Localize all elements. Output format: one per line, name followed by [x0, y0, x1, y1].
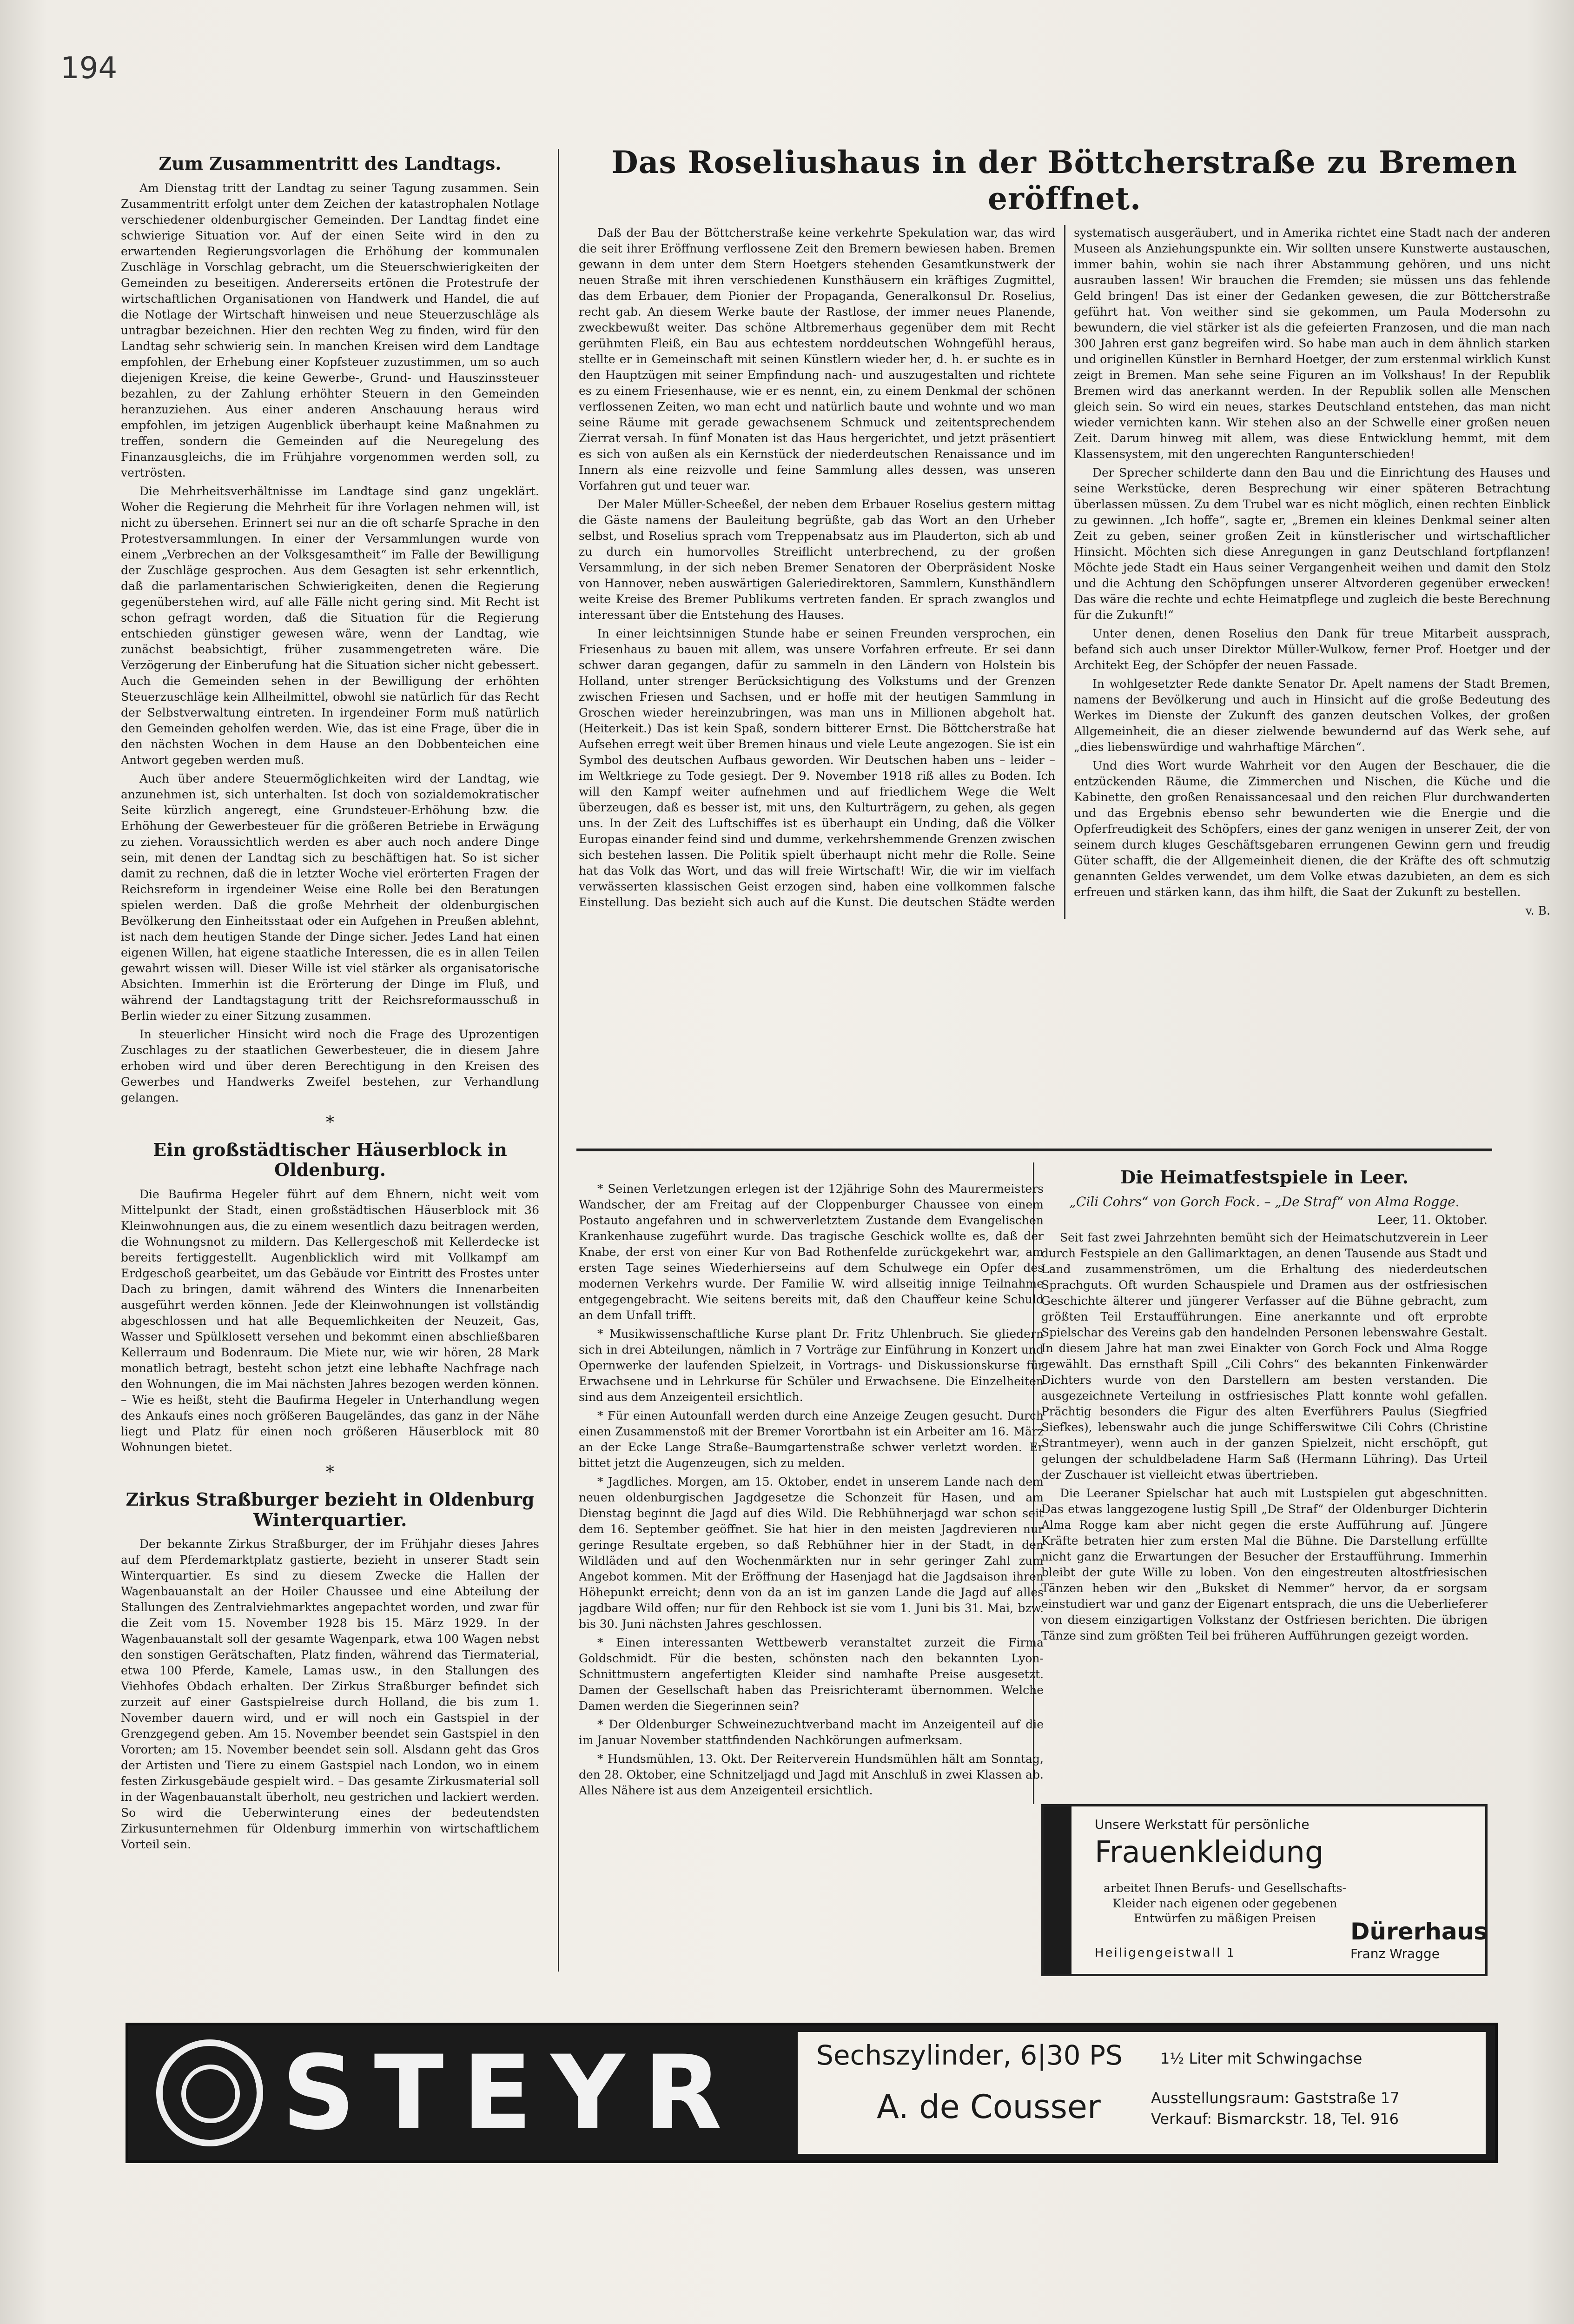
ad-address: Heiligengeistwall 1	[1095, 1946, 1236, 1960]
zirkus-title: Zirkus Straßburger bezieht in Oldenburg Winterquartier.	[126, 1489, 535, 1530]
main-para: Und dies Wort wurde Wahrheit vor den Augen der Beschauer, die die entzückenden Räume, die Zimmerchen und Nischen, die Küche und die Kabinette, den großen Renaissancesaal und den reichen Flur durchwanderten und das Ergebnis ebenso sehr bewunderten wie die Energie und die Opferfreudigkeit des Schöpfers, eines der ganz wenigen in unserer Zeit, der von seinem durch kluges Geschäftsgebaren errungenen Gewinn gern und freudig Güter schafft, die der Allgemeinheit dienen, die der Kräfte des oft schmutzig genannten Geldes verwendet, um dem Volke etwas dazubieten, an dem es sich erfreuen und stärken kann, das ihm hilft, die Saat der Zukunft zu bestellen.	[1074, 759, 1550, 899]
ad-steyr	[126, 2023, 1498, 2163]
main-para: Der Maler Müller-Scheeßel, der neben dem Erbauer Roselius gestern mittag die Gäste namens der Bauleitung begrüßte, gab das Wort an den Urheber selbst, und Roselius sprach vom Treppenabsatz aus im Plauderton, sich ab und zu durch ein humorvolles Streiflicht unterbrechend, zu der großen Versammlung, in der sich neben Bremer Senatoren der Oberpräsident Noske von Hannover, neben auswärtigen Galeriedirektoren, Sammlern, Kunsthändlern weite Kreise des Bremer Publikums vertreten fanden. Er sprach zwanglos und interessant über die Entstehung des Hauses.	[579, 498, 1055, 622]
note-item: * Der Oldenburger Schweinezuchtverband macht im Anzeigenteil auf die im Januar November stattfindenden Nachkörungen aufmerksam.	[579, 1718, 1044, 1747]
ad-frauenkleidung	[1041, 1804, 1488, 1976]
haeuserblock-title: Ein großstädtischer Häuserblock in Oldenburg.	[153, 1139, 507, 1181]
note-item: * Seinen Verletzungen erlegen ist der 12jährige Sohn des Maurermeisters Wandscher, der am Freitag auf der Cloppenburger Chaussee von einem Postauto angefahren und in schwerverletztem Zustande dem Evangelischen Krankenhause zugeführt wurde. Das tragische Geschick wollte es, daß der Knabe, der erst von einer Kur von Bad Rothenfelde zurückgekehrt war, am ersten Tage seines Wiederhierseins auf dem Schulwege ein Opfer des modernen Verkehrs wurde. Der Familie W. wird allseitig innige Teilnahme entgegengebracht. Wie seitens bereits mit, daß den Chauffeur keine Schuld an dem Unfall trifft.	[579, 1182, 1044, 1322]
landtag-title: Zum Zusammentritt des Landtags.	[159, 153, 502, 174]
landtag-para: In steuerlicher Hinsicht wird noch die Frage des Uprozentigen Zuschlages zu der staatlichen Gewerbesteuer, die in diesem Jahre erhoben wird und über deren Berechtigung in den Kreisen des Gewerbes und Handwerks Zweifel bestehen, zur Verhandlung gelangen.	[121, 1027, 539, 1104]
main-article-body	[579, 225, 1550, 919]
heimat-dateline: Leer, 11. Oktober.	[1377, 1213, 1488, 1227]
note-item: * Einen interessanten Wettbewerb veranstaltet zurzeit die Firma Goldschmidt. Für die besten, schönsten nach den bekannten Lyon-Schnittmustern angefertigten Kleider sind namhafte Preise ausgesetzt. Damen der Gesellschaft haben das Preisrichteramt übernommen. Welche Damen werden die Siegerinnen sein?	[579, 1636, 1044, 1713]
ad-headline: Frauenkleidung	[1095, 1835, 1324, 1870]
steyr-brand: STEYR	[282, 2033, 741, 2152]
steyr-address-2: Verkauf: Bismarckstr. 18, Tel. 916	[1151, 2110, 1399, 2128]
note-item: * Für einen Autounfall werden durch eine Anzeige Zeugen gesucht. Durch einen Zusammenstoß mit der Bremer Vorortbahn ist ein Arbeiter am 16. März an der Ecke Lange Straße–Baumgartenstraße schwer verletzt worden. Er bittet jetzt die Augenzeugen, sich zu melden.	[579, 1409, 1044, 1470]
main-para: Daß der Bau der Böttcherstraße keine verkehrte Spekulation war, das wird die seit ihrer Eröffnung verflossene Zeit den Bremern bewiesen haben. Bremen gewann in dem unter dem Stern Hoetgers stehenden Gesamtkunstwerk der neuen Straße mit ihren verschiedenen Kunsthäusern ein kräftiges Zugmittel, das dem Erbauer, dem Pionier der Propaganda, Generalkonsul Dr. Roselius, recht gab. An diesem Werke baute der Rastlose, der immer neues Planende, zweckbewußt weiter. Das schöne Altbremerhaus gegenüber dem mit Recht gerühmten Fleiß, ein Bau aus echtestem norddeutschen Wohngefühl heraus, stellte er in Gemeinschaft mit seinen Künstlern wieder her, d. h. er suchte es in den Hauptzügen mit seiner Empfindung nach- und auszugestalten und richtete es zu einem Friesenhause, wie er es nennt, ein, zu einem Denkmal der schönen verflossenen Zeiten, wo man echt und natürlich baute und wohnte und wo man seine Räume mit gerade gewachsenem Schmuck und zeitentsprechendem Zierrat versah. In fünf Monaten ist das Haus hergerichtet, und jetzt präsentiert es sich von außen als ein Kernstück der niederdeutschen Renaissance und im Innern als eine reizvolle und feine Sammlung alles dessen, was unseren Vorfahren gut und teuer war.	[579, 226, 1055, 492]
steyr-logo-inner-ring	[181, 2065, 240, 2123]
main-para: Unter denen, denen Roselius den Dank für treue Mitarbeit aussprach, befand sich auch unser Direktor Müller-Wulkow, ferner Prof. Hoetger und der Architekt Eeg, der Schöpfer der neuen Fassade.	[1074, 627, 1550, 672]
landtag-para: Die Mehrheitsverhältnisse im Landtage sind ganz ungeklärt. Woher die Regierung die Mehrheit für ihre Vorlagen nehmen will, ist nicht zu übersehen. Erinnert sei nur an die oft scharfe Sprache in den Protestversammlungen. In einer der Versammlungen wurde von einem „Verbrechen an der Volksgesamtheit“ im Falle der Bewilligung der Zuschläge gesprochen. Aus dem Gesagten ist sehr erkenntlich, daß die parlamentarischen Schwierigkeiten, denen die Regierung gegenüberstehen wird, auf alle Fälle nicht gering sind. Mit Recht ist schon gefragt worden, daß die Situation für die Regierung entschieden günstiger gewesen wäre, wenn der Landtag, wie zunächst beabsichtigt, früher zusammengetreten wäre. Die Verzögerung der Einberufung hat die Situation sicher nicht gebessert. Auch die Gemeinden sehen in der Bewilligung der erhöhten Steuerzuschläge kein Allheilmittel, obwohl sie natürlich für das Recht der Selbstverwaltung eintreten. In irgendeiner Form muß natürlich den Gemeinden geholfen werden. Wie, das ist eine Frage, über die in den nächsten Wochen in dem Hause an den Dobbenteichen eine Antwort gegeben werden muß.	[121, 484, 539, 767]
landtag-para: Am Dienstag tritt der Landtag zu seiner Tagung zusammen. Sein Zusammentritt erfolgt unter dem Zeichen der katastrophalen Notlage verschiedener oldenburgischer Gemeinden. Der Landtag findet eine schwierige Situation vor. Auf der einen Seite wird in den zu erwartenden Regierungsvorlagen die Erhöhung der kommunalen Zuschläge in Vorschlag gebracht, um die Steuerschwierigkeiten der Gemeinden zu beseitigen. Andererseits ertönen die Protestrufe der wirtschaftlichen Organisationen von Handwerk und Handel, die auf die Notlage der Wirtschaft hinweisen und neue Steuerzuschläge als untragbar bezeichnen. Hier den rechten Weg zu finden, wird für den Landtag sehr schwierig sein. In manchen Kreisen wird dem Landtage empfohlen, der Erhebung einer Kopfsteuer zuzustimmen, um so auch diejenigen Kreise, die keine Gewerbe-, Grund- und Hauszinssteuer bezahlen, zu der Zahlung erhöhter Steuern in den Gemeinden heranzuziehen. Aus einer anderen Anschauung heraus wird empfohlen, im jetzigen Augenblick überhaupt keine Maßnahmen zu treffen, sondern die Gemeinden auf die Neuregelung des Finanzausgleichs, die im Frühjahre vorgenommen werden soll, zu vertrösten.	[121, 181, 539, 479]
main-para: Der Sprecher schilderte dann den Bau und die Einrichtung des Hauses und seine Werkstücke, deren Besprechung wir einer späteren Betrachtung überlassen müssen. Zu dem Trubel war es nicht möglich, einen rechten Einblick zu gewinnen. „Ich hoffe“, sagte er, „Bremen ein kleines Denkmal seiner alten Zeit zu geben, seiner großen Zeit in künstlerischer und wirtschaftlicher Hinsicht. Möchten sich diese Anregungen in ganz Deutschland fortpflanzen! Möchte jede Stadt ein Haus seiner Vergangenheit weihen und damit den Stolz und die Achtung den Schöpfungen unserer Altvorderen gegenüber erwecken! Das wäre die rechte und echte Heimatpflege und zugleich die beste Berechnung für die Zukunft!“	[1074, 466, 1550, 622]
steyr-model: Sechszylinder, 6|30 PS	[816, 2039, 1123, 2071]
local-notes-column	[579, 1181, 1044, 1981]
separator-star: *	[326, 1463, 334, 1482]
steyr-info-panel	[798, 2032, 1486, 2154]
ad-owner: Franz Wragge	[1350, 1946, 1440, 1961]
steyr-logo-icon	[156, 2039, 263, 2146]
note-item: * Musikwissenschaftliche Kurse plant Dr. Fritz Uhlenbruch. Sie gliedern sich in drei Abteilungen, nämlich in 7 Vorträge zur Einführung in Konzert und Opernwerke der laufenden Spielzeit, in Vortrags- und Diskussionskurse für Erwachsene und in Lehrkurse für Schüler und Erwachsene. Die Einzelheiten sind aus dem Anzeigenteil ersichtlich.	[579, 1327, 1044, 1404]
main-para: In einer leichtsinnigen Stunde habe er seinen Freunden versprochen, ein Friesenhaus zu bauen mit allem, was unsere Vorfahren erfreute. Er sei dann schwer daran gegangen, dafür zu sammeln in den Ländern von Holstein bis Holland, unter strenger Berücksichtigung des Volkstums und der Grenzen zwischen Friesen und Sachsen, und er hoffe mit der heutigen Sammlung in Groschen wieder hereinzubringen, was man uns in Millionen abgeholt hat. (Heiterkeit.) Das ist kein Spaß, sondern bitterer Ernst. Die Böttcherstraße hat Aufsehen erregt weit über Bremen hinaus und viele Leute angezogen. Sie ist ein Symbol des deutschen Aufbaus geworden. Wir Deutschen haben uns – leider – im Weltkriege zu Tode gesiegt. Der 9. November 1918 riß alles zu Boden. Ich will den Kampf weiter aufnehmen und auf friedlichem Wege die Welt überzeugen, daß es besser ist, mit uns, den Kulturträgern, zu gehen, als gegen uns. In der Zeit des Luftschiffes ist es überhaupt ein Unding, daß die Völker Europas einander feind sind und dumme, verkehrshemmende Grenzen zwischen sich bestehen lassen. Die Politik spielt überhaupt nicht mehr die Rolle. Seine hat das Volk das Wort, und das will freie Wirtschaft! Wir, die wir im vielfach verwässerten klassischen Geist erzogen sind, haben eine vollkommen falsche Einstellung. Das bezieht sich auch auf die Kunst. Die deutschen Städte werden systematisch ausgeräubert, und in Amerika richtet eine Stadt nach der anderen Museen als Anziehungspunkte ein. Wir sollten unsere Kunstwerte austauschen, immer bahin, wohin sie nach ihrer Abstammung gehören, und uns nicht ausrauben lassen! Wir brauchen die Fremden; sie müssen uns das fehlende Geld bringen! Das ist einer der Gedanken gewesen, die zur Böttcherstraße geführt hat. Von weither sind sie gekommen, um Paula Modersohn zu bewundern, die viel stärker ist als die gefeierten Franzosen, und die man nach 300 Jahren erst ganz begreifen wird. So habe man auch in dem ähnlich starken und originellen Künstler in Bernhard Hoetger, der zum erstenmal wirklich Kunst zeigt in Bremen. Man sehe seine Figuren an im Volkshaus! In der Republik Bremen wird das anerkannt werden. In der Republik sollen alle Menschen gleich sein. So wird ein neues, starkes Deutschland entstehen, das man nicht wieder vernichten kann. Wir stehen also an der Schwelle einer großen neuen Zeit. Darum hinweg mit allem, was diese Entwicklung hemmt, mit dem Klassensystem, mit den ungerechten Rangunterschieden!	[579, 226, 1550, 909]
steyr-address-1: Ausstellungsraum: Gaststraße 17	[1151, 2089, 1400, 2107]
main-para: In wohlgesetzter Rede dankte Senator Dr. Apelt namens der Stadt Bremen, namens der Bevölkerung und auch in Hinsicht auf die große Bedeutung des Werkes im Dienste der Zukunft des ganzen deutschen Volkes, der großen Allgemeinheit, die an dieser zielwende bewundernd auf das Werk sehe, auf „dies liebenswürdige und wahrhaftige Märchen“.	[1074, 677, 1550, 754]
ad-description: arbeitet Ihnen Berufs- und Gesellschafts-Kleider nach eigenen oder gegebenen Entwürfen zu mäßigen Preisen	[1103, 1881, 1347, 1925]
main-article	[579, 144, 1550, 1139]
ad-decor-bar	[1044, 1806, 1071, 1974]
main-article-title: Das Roseliushaus in der Böttcherstraße zu Bremen eröffnet.	[611, 144, 1518, 217]
note-item: * Hundsmühlen, 13. Okt. Der Reiterverein Hundsmühlen hält am Sonntag, den 28. Oktober, eine Schnitzeljagd und Jagd mit Anschluß in zwei Klassen ab. Alles Nähere ist aus dem Anzeigenteil ersichtlich.	[579, 1752, 1044, 1797]
heimat-para: Seit fast zwei Jahrzehnten bemüht sich der Heimatschutzverein in Leer durch Festspiele an den Gallimarktagen, an denen Tausende aus Stadt und Land zusammenströmen, um die Erhaltung des niederdeutschen Sprachguts. Oft wurden Schauspiele und Dramen aus der ostfriesischen Geschichte älterer und jüngerer Verfasser auf die Bühne gebracht, zum größten Teil Erstaufführungen. Eine anerkannte und oft erprobte Spielschar des Vereins gab den handelnden Personen lebenswahre Gestalt. In diesem Jahre hat man zwei Einakter von Gorch Fock und Alma Rogge gewählt. Das ernsthaft Spill „Cili Cohrs“ des bekannten Finkenwärder Dichters wurde von den Darstellern am besten verstanden. Die ausgezeichnete Verteilung in ostfriesisches Platt konnte wohl gefallen. Prächtig besonders die Figur des alten Everführers Paulus (Siegfried Siefkes), lebenswahr auch die junge Schifferswitwe Cili Cohrs (Christine Strantmeyer), wenn auch in der ganzen Spielzeit, nicht erschöpft, gut gelungen der schuldbeladene Harm Saß (Hermann Lühring). Das Urteil der Zuschauer ist vielleicht etwas übertrieben.	[1041, 1230, 1488, 1481]
separator-star: *	[326, 1113, 334, 1132]
steyr-addresses	[1151, 2088, 1400, 2130]
steyr-model-detail: 1½ Liter mit Schwingachse	[1160, 2050, 1362, 2067]
zirkus-para: Der bekannte Zirkus Straßburger, der im Frühjahr dieses Jahres auf dem Pferdemarktplatz gastierte, bezieht in unserer Stadt sein Winterquartier. Es sind zu diesem Zwecke die Hallen der Wagenbauanstalt an der Hoiler Chaussee und eine Abteilung der Stallungen des Zentralviehmarktes angepachtet worden, und zwar für die Zeit vom 15. November 1928 bis 15. März 1929. In der Wagenbauanstalt soll der gesamte Wagenpark, etwa 100 Wagen nebst den sonstigen Gerätschaften, Platz finden, während das Tiermaterial, etwa 100 Pferde, Kamele, Lamas usw., in den Stallungen des Viehhofes Obdach erhalten. Der Zirkus Straßburger befindet sich zurzeit auf einer Gastspielreise durch Holland, die bis zum 1. November dauern wird, und er will noch ein Gastspiel in der Grenzgegend geben. Am 15. November beendet sein Gastspiel in den Vororten; am 15. November beendet sein soll. Alsdann geht das Gros der Artisten und Tiere zu einem Gastspiel nach London, wo in einem festen Zirkusgebäude gespielt wird. – Das gesamte Zirkusmaterial soll in der Wagenbauanstalt überholt, neu gestrichen und lackiert werden. So wird die Ueberwinterung eines der bedeutendsten Zirkusunternehmen für Oldenburg immerhin von wirtschaftlichem Vorteil sein.	[121, 1537, 539, 1852]
heimat-subtitle: „Cili Cohrs“ von Gorch Fock. – „De Straf“ von Alma Rogge.	[1069, 1194, 1460, 1209]
heimat-para: Die Leeraner Spielschar hat auch mit Lustspielen gut abgeschnitten. Das etwas langgezogene lustig Spill „De Straf“ der Oldenburger Dichterin Alma Rogge kam aber nicht gegen die erste Aufführung auf. Jüngere Kräfte betraten hier zum ersten Mal die Bühne. Die Darstellung erfüllte nicht ganz die Erwartungen der Besucher der Erstaufführung. Immerhin bleibt der gute Wille zu loben. Von den eingestreuten altostfriesischen Tänzen heben wir den „Buksket di Nemmer“ hervor, da er sorgsam einstudiert war und ganz der Eigenart entsprach, die uns die Ueberlieferer von diesem einzigartigen Volkstanz der Ostfriesen berichten. Die übrigen Tänze sind zum größten Teil bei früheren Aufführungen gezeigt worden.	[1041, 1486, 1488, 1642]
left-column	[121, 153, 539, 1967]
steyr-dealer: A. de Cousser	[877, 2088, 1101, 2126]
heimat-article	[1041, 1167, 1488, 1809]
landtag-para: Auch über andere Steuermöglichkeiten wird der Landtag, wie anzunehmen ist, sich unterhalten. Ist doch von sozialdemokratischer Seite kürzlich angeregt, eine Grundsteuer-Erhöhung bzw. die Erhöhung der Gewerbesteuer für die größeren Betriebe in Erwägung zu ziehen. Voraussichtlich werden es aber auch noch andere Dinge sein, mit denen der Landtag sich zu beschäftigen hat. So ist sicher damit zu rechnen, daß die in letzter Woche viel erörterten Fragen der Reichsreform in irgendeiner Weise eine Rolle bei den Beratungen spielen werden. Daß die große Mehrheit der oldenburgischen Bevölkerung den Einheitsstaat oder ein Aufgehen in Preußen ablehnt, ist nach dem heutigen Stande der Dinge sicher. Jedes Land hat einen eigenen Willen, hat eigene staatliche Interessen, die es in allen Teilen gewahrt wissen will. Dieser Wille ist viel stärker als organisatorische Absichten. Immerhin ist die Erörterung der Dinge im Fluß, und während der Landtagstagung tritt der Reichsreformausschuß in Berlin wieder zu einer Sitzung zusammen.	[121, 771, 539, 1023]
heimat-title: Die Heimatfestspiele in Leer.	[1120, 1167, 1409, 1188]
note-item: * Jagdliches. Morgen, am 15. Oktober, endet in unserem Lande nach dem neuen oldenburgischen Jagdgesetze die Schonzeit für Hasen, und am Dienstag beginnt die Jagd auf dies Wild. Die Rebhühnerjagd war schon seit dem 16. September geöffnet. Sie hat hier in den meisten Jagdrevieren nur geringe Resultate ergeben, so daß Rebhühner hier in der Stadt, in den Wildläden und auf den Wochenmärkten nur in sehr geringer Zahl zum Angebot kommen. Mit der Eröffnung der Hasenjagd hat die Jagdsaison ihren Höhepunkt erreicht; denn von da an ist im ganzen Lande die Jagd auf alles jagdbare Wild offen; nur für den Rehbock ist sie vom 1. Juni bis 31. Mai, bzw. bis 30. Juni nächsten Jahres geschlossen.	[579, 1475, 1044, 1631]
author-signature: v. B.	[1525, 904, 1550, 917]
section-rule	[576, 1149, 1492, 1151]
column-rule-left	[558, 149, 559, 1972]
ad-brand: Dürerhaus	[1350, 1918, 1488, 1945]
haeuserblock-para: Die Baufirma Hegeler führt auf dem Ehnern, nicht weit vom Mittelpunkt der Stadt, einen großstädtischen Häuserblock mit 36 Kleinwohnungen aus, die zu einem wesentlich dazu beitragen werden, die Wohnungsnot zu mildern. Das Kellergeschoß mit Kellerdecke ist bereits fertiggestellt. Augenblicklich wird mit Vollkampf am Erdgeschoß gearbeitet, um das Gebäude vor Eintritt des Frostes unter Dach zu bringen, damit während des Winters die Innenarbeiten ausgeführt werden können. Jede der Kleinwohnungen ist vollständig abgeschlossen und hat alle Bequemlichkeiten der Neuzeit, Gas, Wasser und Spülklosett versehen und bekommt einen abschließbaren Kellerraum und Bodenraum. Die Miete nur, wie wir hören, 28 Mark monatlich betragt, besteht schon jetzt eine lebhafte Nachfrage nach den Wohnungen, die im Mai nächsten Jahres bezogen werden können. – Wie es heißt, steht die Baufirma Hegeler in Unterhandlung wegen des Ankaufs eines noch größeren Baugeländes, das ganz in der Nähe liegt und Platz für einen noch größeren Häuserblock mit 80 Wohnungen bietet.	[121, 1188, 539, 1454]
ad-line1: Unsere Werkstatt für persönliche	[1095, 1817, 1309, 1832]
page-number: 194	[60, 51, 118, 86]
